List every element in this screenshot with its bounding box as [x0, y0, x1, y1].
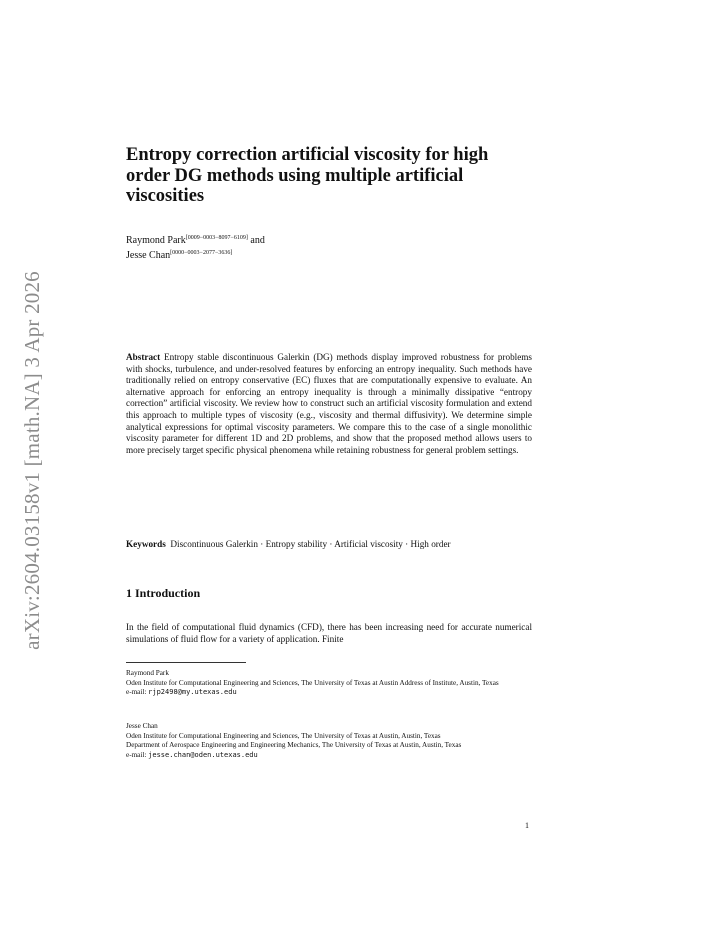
page-number: 1: [525, 821, 529, 830]
keywords-text: Discontinuous Galerkin · Entropy stability · Artificial viscosity · High order: [170, 539, 451, 549]
author-1-suffix: and: [247, 235, 265, 246]
keywords-label: Keywords: [126, 539, 166, 549]
arxiv-id: arXiv:2604.03158v1 [math.NA] 3 Apr 2026: [19, 270, 44, 650]
footnote-rule: [126, 662, 246, 663]
footnote-chan-email[interactable]: jesse.chan@oden.utexas.edu: [148, 750, 258, 759]
footnote-chan-affiliation-1: Oden Institute for Computational Engineering and Sciences, The University of Texas at Austin, Austin, Texas: [126, 731, 441, 740]
author-2-name: Jesse Chan: [126, 250, 171, 261]
intro-paragraph: In the field of computational fluid dynamics (CFD), there has been increasing need for accurate numerical simulations of fluid flow for a variety of application. Finite: [126, 622, 532, 644]
abstract-label: Abstract: [126, 352, 161, 362]
footnote-park-email-line: [126, 688, 536, 698]
abstract-text: Entropy stable discontinuous Galerkin (DG) methods display improved robustness for problems with shocks, turbulence, and under-resolved features by enforcing an entropy inequality. Such methods have traditionally relied on entropy conservative (EC) fluxes that are computationally expensive to evaluate. An alternative approach for enforcing an entropy inequality is through a minimally dissipative “entropy correction” artificial viscosity. We review how to construct such an artificial viscosity formulation and extend this approach to multiple types of viscosity (e.g., viscosity and thermal diffusivity). We determine simple analytical expressions for optimal viscosity parameters. We compare this to the case of a single monolithic viscosity parameter for different 1D and 2D problems, and show that the proposed method allows users to more precisely target specific physical phenomena while retaining robustness for general problem settings.: [126, 352, 533, 455]
footnote-chan-affiliation-2: Department of Aerospace Engineering and Engineering Mechanics, The University of Texas at Austin, Austin, Texas: [126, 741, 462, 750]
author-1-orcid: [0009−0003−8097−6109]: [185, 235, 248, 241]
footnote-chan-email-line: [126, 751, 536, 761]
author-1-name: Raymond Park: [126, 235, 186, 246]
footnote-park: [126, 669, 536, 698]
footnote-park-affiliation: Oden Institute for Computational Engineering and Sciences, The University of Texas at Austin Address of Institute, Austin, Texas: [126, 678, 499, 687]
paper-title: Entropy correction artificial viscosity for high order DG methods using multiple artificial viscosities: [126, 145, 489, 206]
footnote-park-email[interactable]: rjp2498@my.utexas.edu: [148, 688, 237, 697]
section-heading: 1 Introduction: [126, 586, 201, 600]
author-list: [126, 232, 265, 262]
author-2-orcid: [0000−0003−2077−3636]: [170, 250, 233, 256]
footnote-park-name: Raymond Park: [126, 669, 169, 677]
author-2: [126, 247, 265, 262]
footnote-chan-email-label: e-mail:: [126, 750, 149, 759]
keywords: [126, 539, 546, 551]
author-1: [126, 232, 265, 247]
arxiv-stamp: [2, 240, 62, 680]
abstract: [126, 352, 532, 456]
footnote-chan: [126, 722, 536, 760]
footnote-park-email-label: e-mail:: [126, 688, 149, 697]
footnote-chan-name: Jesse Chan: [126, 722, 158, 730]
